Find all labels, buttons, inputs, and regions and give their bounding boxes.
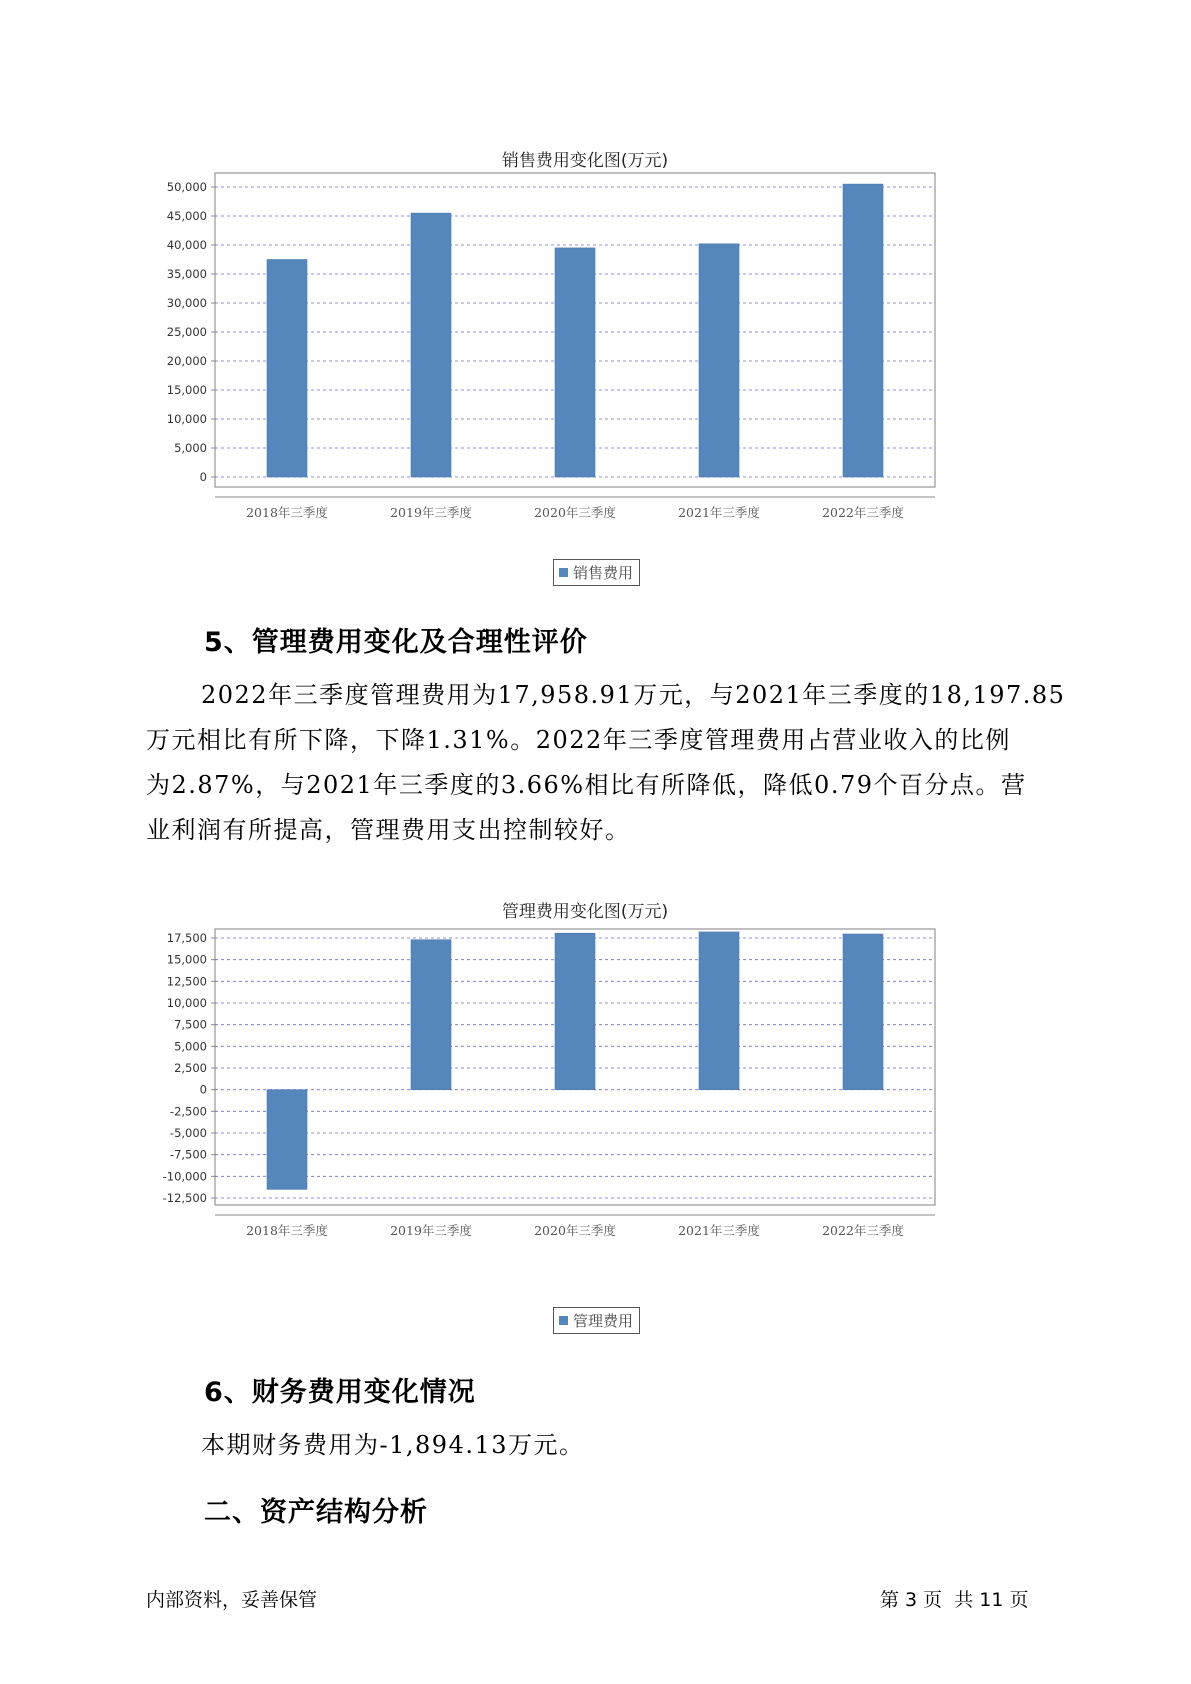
sales-chart-legend xyxy=(553,559,640,586)
section-2-heading: 二、资产结构分析 xyxy=(204,1497,428,1528)
x-tick-label: 2021年三季度 xyxy=(678,505,760,520)
admin-expense-chart xyxy=(150,893,1020,1343)
section-5-line-1: 2022年三季度管理费用为17,958.91万元，与2021年三季度的18,197.85 xyxy=(201,681,1066,709)
y-tick-label: 5,000 xyxy=(174,441,207,455)
bar xyxy=(555,933,595,1089)
y-tick-label: 5,000 xyxy=(174,1039,207,1054)
y-tick-label: -10,000 xyxy=(162,1169,207,1184)
legend-label: 管理费用 xyxy=(573,1312,634,1330)
bar xyxy=(267,260,307,478)
y-tick-label: 15,000 xyxy=(166,952,207,967)
y-tick-label: 30,000 xyxy=(166,296,207,310)
y-tick-label: 45,000 xyxy=(166,209,207,223)
y-tick-label: -12,500 xyxy=(162,1191,207,1205)
x-tick-label: 2020年三季度 xyxy=(534,505,616,520)
bar xyxy=(411,940,451,1090)
admin-chart-plot xyxy=(150,923,1020,1343)
y-tick-label: 17,500 xyxy=(166,931,207,945)
y-tick-label: 50,000 xyxy=(166,180,207,194)
section-5-line-3: 为2.87%，与2021年三季度的3.66%相比有所降低，降低0.79个百分点。营 xyxy=(146,771,1027,799)
y-tick-label: -7,500 xyxy=(169,1147,207,1162)
y-tick-label: 10,000 xyxy=(166,412,207,426)
bar xyxy=(555,248,595,477)
bar xyxy=(843,184,883,477)
bar xyxy=(411,213,451,477)
x-tick-label: 2022年三季度 xyxy=(822,1223,904,1238)
y-tick-label: -5,000 xyxy=(169,1126,207,1140)
y-tick-label: 40,000 xyxy=(166,238,207,252)
y-tick-label: 7,500 xyxy=(174,1017,207,1032)
y-tick-label: 0 xyxy=(199,470,207,484)
y-tick-label: 0 xyxy=(199,1082,207,1097)
footer-confidential-note: 内部资料，妥善保管 xyxy=(146,1589,318,1611)
bar xyxy=(699,932,739,1090)
x-tick-label: 2021年三季度 xyxy=(678,1223,760,1238)
y-tick-label: 20,000 xyxy=(166,354,207,368)
sales-expense-chart xyxy=(150,140,1020,590)
x-tick-label: 2022年三季度 xyxy=(822,505,904,520)
x-tick-label: 2018年三季度 xyxy=(246,505,328,520)
y-tick-label: 25,000 xyxy=(166,325,207,339)
legend-swatch xyxy=(559,568,568,577)
x-tick-label: 2020年三季度 xyxy=(534,1223,616,1238)
legend-label: 销售费用 xyxy=(573,564,634,582)
y-tick-label: 10,000 xyxy=(166,996,207,1010)
section-6-heading: 6、财务费用变化情况 xyxy=(204,1377,476,1408)
legend-swatch xyxy=(559,1316,568,1325)
section-5-heading: 5、管理费用变化及合理性评价 xyxy=(204,627,588,658)
y-tick-label: -2,500 xyxy=(169,1104,207,1119)
bar xyxy=(843,934,883,1090)
y-tick-label: 12,500 xyxy=(166,974,207,989)
section-6-text: 本期财务费用为-1,894.13万元。 xyxy=(201,1431,585,1459)
section-5-line-4: 业利润有所提高，管理费用支出控制较好。 xyxy=(146,816,631,844)
sales-chart-title: 销售费用变化图(万元) xyxy=(501,151,669,171)
admin-chart-legend xyxy=(553,1307,640,1334)
y-tick-label: 2,500 xyxy=(174,1061,207,1075)
x-tick-label: 2019年三季度 xyxy=(390,1223,472,1238)
y-tick-label: 35,000 xyxy=(166,267,207,281)
footer-page-number: 第 3 页 共 11 页 xyxy=(880,1589,1029,1611)
sales-chart-plot xyxy=(150,170,1020,590)
x-tick-label: 2018年三季度 xyxy=(246,1223,328,1238)
section-5-line-2: 万元相比有所下降，下降1.31%。2022年三季度管理费用占营业收入的比例 xyxy=(146,726,1011,754)
x-tick-label: 2019年三季度 xyxy=(390,505,472,520)
admin-chart-title: 管理费用变化图(万元) xyxy=(501,902,669,922)
bar xyxy=(699,244,739,477)
y-tick-label: 15,000 xyxy=(166,383,207,397)
bar xyxy=(267,1090,307,1190)
